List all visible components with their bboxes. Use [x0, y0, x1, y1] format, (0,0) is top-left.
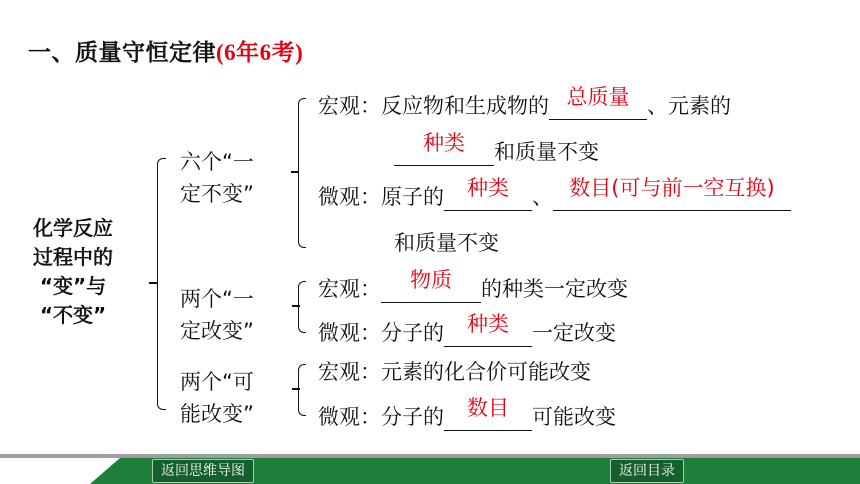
- answer-blank: [444, 312, 532, 347]
- title-note: (6年6考): [216, 40, 304, 65]
- row-label: 宏观：: [318, 360, 381, 384]
- group-two-maybe-line-2: 能改变”: [180, 402, 254, 426]
- root-line-1: 化学反应: [33, 216, 113, 240]
- row-label: 宏观：: [318, 277, 381, 301]
- group-six-unchanged: [180, 146, 254, 210]
- answer-blank: [444, 176, 532, 211]
- row-sep: 、: [532, 185, 553, 209]
- answer-text: 数目: [467, 396, 509, 420]
- bracket-six: [298, 98, 306, 248]
- answer-text: 种类: [423, 131, 465, 155]
- group-six-line-2: 定不变”: [180, 182, 254, 206]
- row-text: 一定改变: [532, 321, 616, 345]
- answer-blank: [549, 85, 647, 120]
- bracket-two-changed: [298, 281, 306, 333]
- main-bracket-tip: [149, 282, 157, 284]
- group-two-changed: [180, 283, 254, 347]
- bottom-bar-slant: [90, 458, 120, 484]
- row-text: 、元素的: [647, 94, 731, 118]
- root-line-3: “变”与: [39, 274, 107, 298]
- root-line-2: 过程中的: [33, 245, 113, 269]
- row-micro-changed: [318, 312, 616, 347]
- group-two-changed-line-1: 两个“一: [180, 287, 254, 311]
- group-two-changed-line-2: 定改变”: [180, 319, 254, 343]
- row-text: 的种类一定改变: [481, 277, 628, 301]
- answer-text: 种类: [467, 176, 509, 200]
- row-macro-changed: [318, 268, 628, 303]
- title-text: 一、质量守恒定律: [28, 40, 216, 66]
- group-two-maybe-line-1: 两个“可: [180, 370, 254, 394]
- bracket-two-maybe: [298, 364, 306, 416]
- row-text: 可能改变: [532, 405, 616, 429]
- root-line-4: “不变”: [39, 303, 107, 327]
- bracket-two-maybe-tip: [292, 388, 300, 390]
- row-text: 原子的: [381, 185, 444, 209]
- bracket-six-tip: [291, 171, 299, 173]
- answer-text: 数目(可与前一空互换): [569, 176, 775, 200]
- row-micro-maybe: [318, 396, 616, 431]
- row-macro-unchanged: [318, 85, 731, 120]
- back-to-mindmap-button[interactable]: 返回思维导图: [152, 459, 254, 483]
- row-micro-unchanged: [318, 176, 791, 211]
- row-label: 微观：: [318, 321, 381, 345]
- row-label: 微观：: [318, 405, 381, 429]
- row-text: 分子的: [381, 405, 444, 429]
- group-six-line-1: 六个“一: [180, 150, 254, 174]
- row-macro-unchanged-cont: [394, 131, 599, 166]
- row-text: 反应物和生成物的: [381, 94, 549, 118]
- row-text: 元素的化合价可能改变: [381, 360, 591, 384]
- answer-text: 种类: [467, 312, 509, 336]
- answer-text: 物质: [410, 268, 452, 292]
- row-text: 分子的: [381, 321, 444, 345]
- back-to-contents-button[interactable]: 返回目录: [610, 459, 684, 483]
- answer-blank: [553, 176, 791, 211]
- answer-blank: [394, 131, 494, 166]
- row-label: 微观：: [318, 185, 381, 209]
- row-micro-unchanged-cont: [394, 230, 499, 256]
- bracket-two-changed-tip: [292, 305, 300, 307]
- row-text: 和质量不变: [394, 231, 499, 255]
- answer-blank: [381, 268, 481, 303]
- answer-blank: [444, 396, 532, 431]
- answer-text: 总质量: [566, 85, 630, 109]
- row-macro-maybe: [318, 359, 591, 385]
- group-two-maybe: [180, 366, 254, 430]
- root-label: [33, 214, 113, 330]
- row-label: 宏观：: [318, 94, 381, 118]
- row-text: 和质量不变: [494, 140, 599, 164]
- page-title: [28, 34, 303, 67]
- main-bracket: [157, 158, 166, 410]
